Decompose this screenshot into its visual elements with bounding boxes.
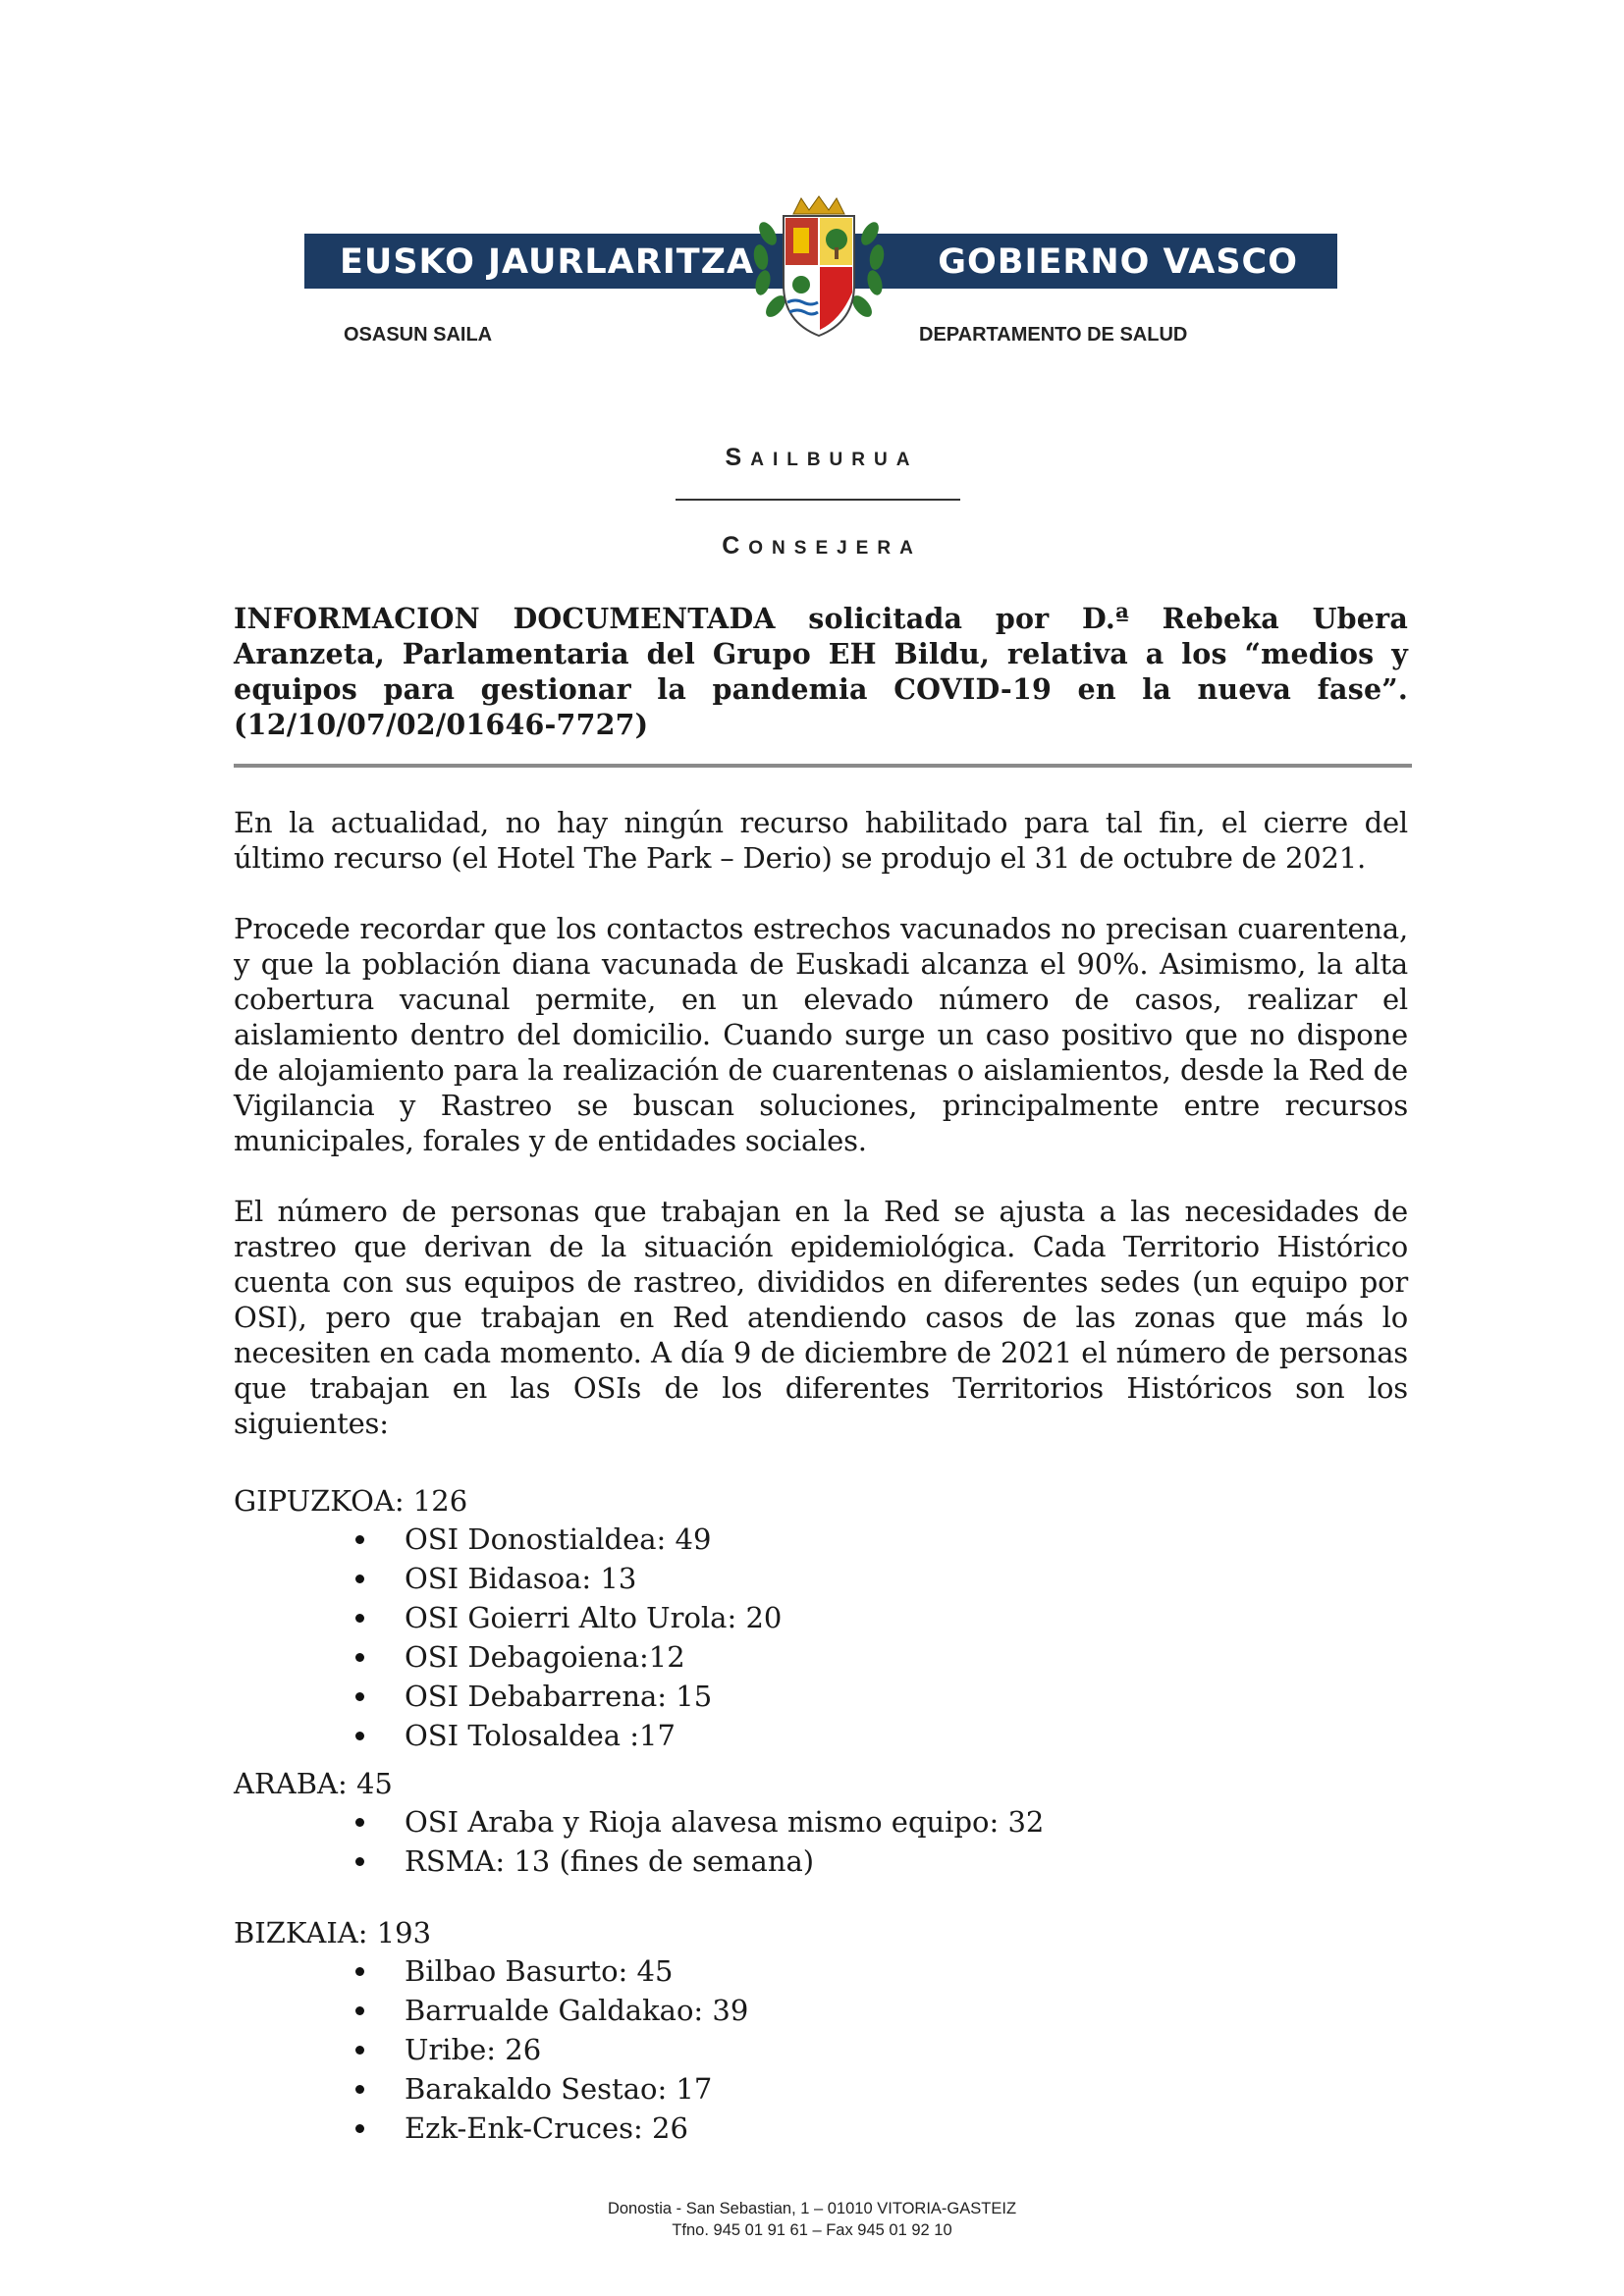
list-item: Barakaldo Sestao: 17 xyxy=(355,2069,1408,2109)
bullet-icon xyxy=(355,2085,364,2094)
list-item: OSI Bidasoa: 13 xyxy=(355,1559,1408,1598)
territory-title-araba: ARABA: 45 xyxy=(234,1767,393,1800)
document-subject: INFORMACION DOCUMENTADA solicitada por D.ª Rebeka Ubera Aranzeta, Parlamentaria del Grupo EH Bildu, relativa a los “medios y equipos para gestionar la pandemia COVID-19 en la nueva fase”. (12/10/07/02/01646-7727) xyxy=(234,602,1408,741)
territory-list-bizkaia xyxy=(234,1951,1408,2148)
territory-title-gipuzkoa: GIPUZKOA: 126 xyxy=(234,1484,468,1518)
office-title-basque: SAILBURUA xyxy=(725,444,919,471)
territory-list-gipuzkoa xyxy=(234,1520,1408,1755)
office-divider xyxy=(676,499,960,501)
bullet-icon xyxy=(355,1732,364,1740)
bullet-icon xyxy=(355,1818,364,1827)
list-item: Ezk-Enk-Cruces: 26 xyxy=(355,2109,1408,2148)
subject-divider xyxy=(234,764,1412,768)
list-item: Barrualde Galdakao: 39 xyxy=(355,1991,1408,2030)
list-item: OSI Araba y Rioja alavesa mismo equipo: 32 xyxy=(355,1802,1408,1842)
bullet-icon xyxy=(355,1653,364,1662)
territory-list-araba xyxy=(234,1802,1408,1881)
bullet-icon xyxy=(355,1692,364,1701)
territory-title-bizkaia: BIZKAIA: 193 xyxy=(234,1916,432,1949)
list-item: OSI Tolosaldea :17 xyxy=(355,1716,1408,1755)
letterhead-title-spanish: GOBIERNO VASCO xyxy=(938,242,1298,282)
footer-phones: Tfno. 945 01 91 61 – Fax 945 01 92 10 xyxy=(672,2221,952,2239)
paragraph-1: En la actualidad, no hay ningún recurso habilitado para tal fin, el cierre del último recurso (el Hotel The Park – Derio) se produjo el 31 de octubre de 2021. xyxy=(234,806,1408,875)
list-item: OSI Donostialdea: 49 xyxy=(355,1520,1408,1559)
list-item: OSI Debabarrena: 15 xyxy=(355,1677,1408,1716)
basque-government-crest-icon xyxy=(750,194,888,342)
bullet-icon xyxy=(355,2046,364,2055)
bullet-icon xyxy=(355,1967,364,1976)
list-item: Bilbao Basurto: 45 xyxy=(355,1951,1408,1991)
bullet-icon xyxy=(355,2124,364,2133)
bullet-icon xyxy=(355,1614,364,1623)
bullet-icon xyxy=(355,1575,364,1583)
office-title-spanish: CONSEJERA xyxy=(722,532,922,560)
department-name-spanish: DEPARTAMENTO DE SALUD xyxy=(919,324,1188,346)
letterhead-title-basque: EUSKO JAURLARITZA xyxy=(340,242,755,282)
list-item: OSI Debagoiena:12 xyxy=(355,1637,1408,1677)
bullet-icon xyxy=(355,2006,364,2015)
document-body xyxy=(234,601,1408,2148)
paragraph-2: Procede recordar que los contactos estrechos vacunados no precisan cuarentena, y que la población diana vacunada de Euskadi alcanza el 90%. Asimismo, la alta cobertura vacunal permite, en un elevado número de casos, realizar el aislamiento dentro del domicilio. Cuando surge un caso positivo que no dispone de alojamiento para la realización de cuarentenas o aislamientos, desde la Red de Vigilancia y Rastreo se buscan soluciones, principalmente entre recursos municipales, forales y de entidades sociales. xyxy=(234,912,1408,1157)
footer-address: Donostia - San Sebastian, 1 – 01010 VITORIA-GASTEIZ xyxy=(607,2200,1017,2217)
department-name-basque: OSASUN SAILA xyxy=(344,324,493,346)
list-item: OSI Goierri Alto Urola: 20 xyxy=(355,1598,1408,1637)
list-item: RSMA: 13 (fines de semana) xyxy=(355,1842,1408,1881)
paragraph-3: El número de personas que trabajan en la Red se ajusta a las necesidades de rastreo que derivan de la situación epidemiológica. Cada Territorio Histórico cuenta con sus equipos de rastreo, divididos en diferentes sedes (un equipo por OSI), pero que trabajan en Red atendiendo casos de las zonas que más lo necesiten en cada momento. A día 9 de diciembre de 2021 el número de personas que trabajan en las OSIs de los diferentes Territorios Históricos son los siguientes: xyxy=(234,1195,1408,1440)
bullet-icon xyxy=(355,1535,364,1544)
list-item: Uribe: 26 xyxy=(355,2030,1408,2069)
bullet-icon xyxy=(355,1857,364,1866)
